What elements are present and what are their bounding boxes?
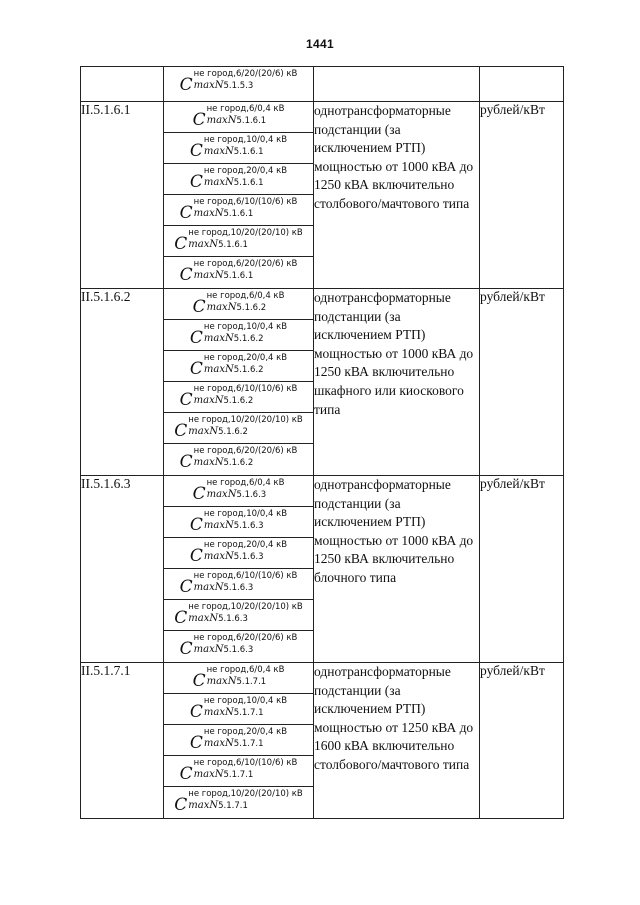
formula-variable: maxN [193,457,224,468]
formula [164,631,313,662]
code-cell: II.5.1.7.1 [81,663,164,819]
formula-subscript: 5.1.6.1 [233,178,264,188]
formula-symbol: C [179,265,193,285]
formula-symbol: C [179,390,193,410]
formula-variable: maxN [206,489,237,500]
formula-variable: maxN [206,302,237,313]
formula [164,164,313,195]
formula-variable: maxN [203,177,234,188]
formula-subscript: 5.1.7.1 [233,739,264,749]
formula-symbol: C [189,141,203,161]
formula-subscript: 5.1.6.1 [223,209,254,219]
formula-variable: maxN [188,239,219,250]
formula-symbol: C [179,203,193,223]
formula-superscript: не город,10/0,4 кВ [203,322,288,332]
formula-subscript: 5.1.7.1 [236,677,267,687]
formula-subscript: 5.1.6.2 [218,427,248,437]
formula-symbol: C [174,608,188,628]
formula-variable: maxN [193,395,224,406]
formula-subscript: 5.1.6.3 [236,490,267,500]
formula-subscript: 5.1.6.3 [233,521,264,531]
formula-cell [164,289,314,476]
formula-symbol: C [189,328,203,348]
formula-symbol: C [189,515,203,535]
formula-subscript: 5.1.6.2 [223,396,254,406]
formula-variable: maxN [203,551,234,562]
formula [164,444,313,475]
formula-superscript: не город,6/20/(20/6) кВ [193,446,298,456]
code-cell: II.5.1.6.2 [81,289,164,476]
formula-symbol: C [192,297,206,317]
table-row-continuation [81,67,564,102]
formula-symbol: C [179,639,193,659]
formula-symbol: C [179,764,193,784]
tariff-table [80,66,564,819]
formula-variable: maxN [193,80,224,91]
formula [164,787,313,818]
code-cell [81,67,164,102]
formula-symbol: C [179,75,193,95]
formula-variable: maxN [193,644,224,655]
formula-superscript: не город,6/0,4 кВ [206,665,285,675]
formula-variable: maxN [206,676,237,687]
formula-superscript: не город,10/20/(20/10) кВ [188,415,303,425]
formula-subscript: 5.1.6.1 [218,240,248,250]
formula-superscript: не город,10/20/(20/10) кВ [188,602,303,612]
description-cell [314,67,480,102]
formula-subscript: 5.1.7.1 [233,708,264,718]
formula-variable: maxN [206,115,237,126]
formula-variable: maxN [188,613,219,624]
formula-superscript: не город,6/0,4 кВ [206,478,285,488]
formula-variable: maxN [203,707,234,718]
formula [164,133,313,164]
formula-variable: maxN [188,800,219,811]
formula-variable: maxN [203,333,234,344]
formula-superscript: не город,10/20/(20/10) кВ [188,228,303,238]
formula-symbol: C [189,546,203,566]
code-cell: II.5.1.6.1 [81,102,164,289]
formula-variable: maxN [203,146,234,157]
unit-cell: рублей/кВт [480,289,564,476]
formula-superscript: не город,20/0,4 кВ [203,727,288,737]
formula-symbol: C [192,484,206,504]
table-row [81,102,564,289]
formula-superscript: не город,20/0,4 кВ [203,540,288,550]
formula-superscript: не город,6/20/(20/6) кВ [193,633,298,643]
formula-symbol: C [179,452,193,472]
formula-superscript: не город,10/0,4 кВ [203,696,288,706]
formula-superscript: не город,6/0,4 кВ [206,291,285,301]
formula-variable: maxN [203,364,234,375]
formula [164,413,313,444]
formula-symbol: C [174,795,188,815]
formula [164,756,313,787]
formula-variable: maxN [203,520,234,531]
formula-cell [164,476,314,663]
formula-subscript: 5.1.6.2 [233,365,264,375]
page-number: 1441 [306,37,334,51]
formula-subscript: 5.1.6.3 [223,645,254,655]
formula-variable: maxN [203,738,234,749]
table-row [81,476,564,663]
formula-symbol: C [174,234,188,254]
formula-symbol: C [192,671,206,691]
formula-superscript: не город,10/0,4 кВ [203,509,288,519]
formula-subscript: 5.1.6.2 [236,303,267,313]
description-cell: однотрансформаторные подстанции (за исключением РТП) мощностью от 1000 кВА до 1250 кВА включительно столбового/мачтового типа [314,102,480,289]
formula [164,289,313,320]
formula [164,694,313,725]
formula-symbol: C [174,421,188,441]
description-cell: однотрансформаторные подстанции (за исключением РТП) мощностью от 1000 кВА до 1250 кВА включительно шкафного или киоскового типа [314,289,480,476]
formula [164,507,313,538]
formula-subscript: 5.1.6.3 [218,614,248,624]
formula-cell [164,663,314,819]
unit-cell: рублей/кВт [480,102,564,289]
formula-subscript: 5.1.6.1 [236,116,267,126]
formula-symbol: C [179,577,193,597]
formula-superscript: не город,6/20/(20/6) кВ [193,69,298,79]
formula-superscript: не город,6/0,4 кВ [206,104,285,114]
formula-subscript: 5.1.6.3 [223,583,254,593]
table-row [81,289,564,476]
formula-symbol: C [189,702,203,722]
formula-superscript: не город,6/20/(20/6) кВ [193,259,298,269]
formula [164,382,313,413]
formula-cell [164,102,314,289]
unit-cell: рублей/кВт [480,476,564,663]
formula-cell [164,67,314,102]
formula [164,67,313,101]
formula-symbol: C [192,110,206,130]
unit-cell: рублей/кВт [480,663,564,819]
formula-subscript: 5.1.7.1 [223,770,254,780]
formula-subscript: 5.1.7.1 [218,801,248,811]
table-row [81,663,564,819]
formula-subscript: 5.1.6.2 [233,334,264,344]
formula-subscript: 5.1.6.1 [233,147,264,157]
formula-superscript: не город,6/10/(10/6) кВ [193,197,298,207]
formula-symbol: C [189,733,203,753]
formula-superscript: не город,20/0,4 кВ [203,166,288,176]
formula-symbol: C [189,172,203,192]
formula [164,538,313,569]
description-cell: однотрансформаторные подстанции (за исключением РТП) мощностью от 1250 кВА до 1600 кВА включительно столбового/мачтового типа [314,663,480,819]
formula-variable: maxN [193,208,224,219]
code-cell: II.5.1.6.3 [81,476,164,663]
formula [164,600,313,631]
formula [164,320,313,351]
formula-superscript: не город,10/0,4 кВ [203,135,288,145]
formula-subscript: 5.1.5.3 [223,81,254,91]
formula-variable: maxN [188,426,219,437]
formula-superscript: не город,6/10/(10/6) кВ [193,571,298,581]
formula-superscript: не город,10/20/(20/10) кВ [188,789,303,799]
formula [164,102,313,133]
formula-variable: maxN [193,769,224,780]
formula [164,351,313,382]
formula-subscript: 5.1.6.1 [223,271,254,281]
formula-symbol: C [189,359,203,379]
formula [164,226,313,257]
description-cell: однотрансформаторные подстанции (за исключением РТП) мощностью от 1000 кВА до 1250 кВА включительно блочного типа [314,476,480,663]
formula-subscript: 5.1.6.3 [233,552,264,562]
formula [164,569,313,600]
formula-superscript: не город,6/10/(10/6) кВ [193,384,298,394]
formula-variable: maxN [193,270,224,281]
formula [164,476,313,507]
formula [164,725,313,756]
formula-superscript: не город,6/10/(10/6) кВ [193,758,298,768]
formula [164,257,313,288]
formula [164,195,313,226]
formula-variable: maxN [193,582,224,593]
formula-superscript: не город,20/0,4 кВ [203,353,288,363]
unit-cell [480,67,564,102]
formula [164,663,313,694]
formula-subscript: 5.1.6.2 [223,458,254,468]
